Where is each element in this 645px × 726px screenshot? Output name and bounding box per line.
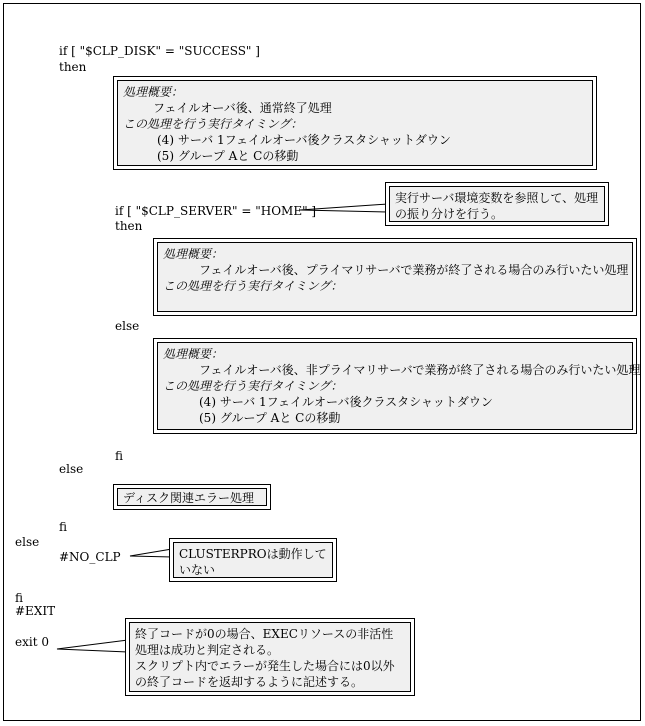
nonprimary-heading-1: 処理概要： xyxy=(163,347,224,361)
server-callout-line-1: 実行サーバ環境変数を参照して、処理 xyxy=(395,191,599,205)
failover-line-1: フェイルオーバ後、通常終了処理 xyxy=(153,101,332,115)
exit-callout-line-3: スクリプト内でエラーが発生した場合には0以外 xyxy=(135,659,395,673)
failover-item-2: (5) グループ Aと Cの移動 xyxy=(157,149,299,163)
fi-disk-line: fi xyxy=(59,520,68,534)
disk-error-box-inner xyxy=(117,488,267,506)
server-callout-line-2: の振り分けを行う。 xyxy=(395,207,504,221)
nonprimary-heading-2: この処理を行う実行タイミング： xyxy=(163,379,343,393)
if-server-line: if [ "$CLP_SERVER" = "HOME" ] xyxy=(115,204,317,218)
else-disk-line: else xyxy=(59,462,84,476)
primary-heading-1: 処理概要： xyxy=(163,247,224,261)
disk-error-line-1: ディスク関連エラー処理 xyxy=(123,491,255,505)
nonprimary-box xyxy=(153,338,641,434)
failover-box-inner xyxy=(117,80,593,166)
fi-inner-line: fi xyxy=(115,449,124,463)
primary-line-1: フェイルオーバ後、プライマリサーバで業務が終了される場合のみ行いたい処理 xyxy=(199,263,629,277)
primary-heading-2: この処理を行う実行タイミング： xyxy=(163,279,343,293)
callout-noclp-pointer xyxy=(130,549,172,557)
noclp-callout-line-2: いない xyxy=(179,563,216,577)
else-outer-line: else xyxy=(15,535,40,549)
noclp-callout-inner xyxy=(173,542,333,578)
failover-heading-2: この処理を行う実行タイミング： xyxy=(123,117,303,131)
nonprimary-line-1: フェイルオーバ後、非プライマリサーバで業務が終了される場合のみ行いたい処理 xyxy=(199,363,641,377)
server-callout-inner xyxy=(389,186,605,222)
exit-callout xyxy=(125,618,415,696)
disk-error-box xyxy=(113,484,271,510)
nonprimary-item-1: (4) サーバ 1フェイルオーバ後クラスタシャットダウン xyxy=(199,395,493,409)
nonprimary-box-inner xyxy=(157,342,641,430)
server-callout xyxy=(385,182,609,226)
no-clp-line: #NO_CLP xyxy=(59,550,121,564)
exit-zero-line: exit 0 xyxy=(15,635,49,649)
fi-outer-line: fi xyxy=(15,591,24,605)
primary-box xyxy=(153,238,637,316)
failover-box xyxy=(113,76,597,170)
callout-exit-pointer xyxy=(57,640,128,652)
if-disk-line: if [ "$CLP_DISK" = "SUCCESS" ] xyxy=(59,44,260,58)
exit-callout-line-4: の終了コードを返却するように記述する。 xyxy=(135,675,364,689)
noclp-callout-line-1: CLUSTERPROは動作して xyxy=(179,547,327,561)
exit-callout-line-2: 処理は成功と判定される。 xyxy=(135,643,280,657)
failover-item-1: (4) サーバ 1フェイルオーバ後クラスタシャットダウン xyxy=(157,133,451,147)
primary-box-inner xyxy=(157,242,633,312)
noclp-callout xyxy=(169,538,337,582)
then-line-2: then xyxy=(115,219,143,233)
nonprimary-item-2: (5) グループ Aと Cの移動 xyxy=(199,411,341,425)
exit-comment-line: #EXIT xyxy=(15,604,56,618)
then-line-1: then xyxy=(59,60,87,74)
else-inner-line: else xyxy=(115,319,140,333)
failover-heading-1: 処理概要： xyxy=(123,85,184,99)
exit-callout-inner xyxy=(129,622,411,692)
exit-callout-line-1: 終了コードが0の場合、EXECリソースの非活性 xyxy=(135,627,394,641)
